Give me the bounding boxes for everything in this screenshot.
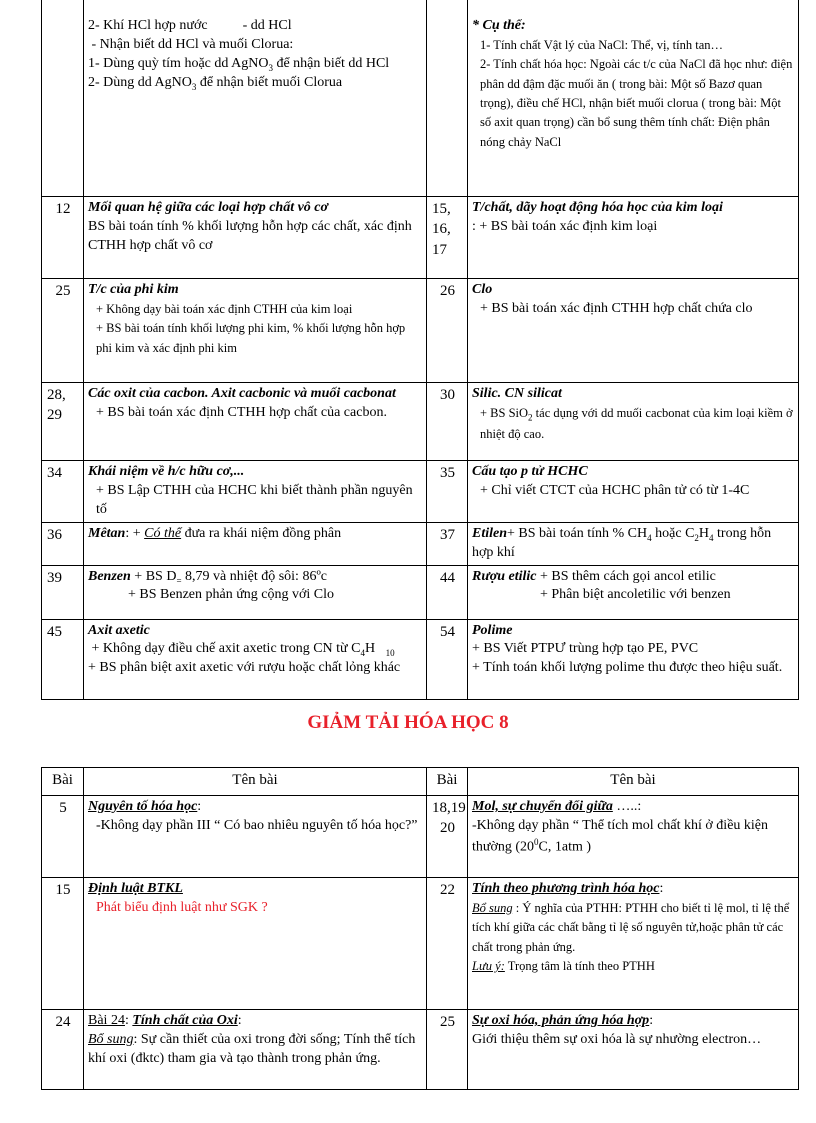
cell-right (468, 461, 799, 523)
cell-right (468, 197, 799, 279)
cell-right (468, 796, 799, 878)
table-row (42, 1010, 799, 1090)
table-row (42, 0, 799, 197)
cell-title: Axit axetic (88, 622, 150, 638)
table-row (42, 383, 799, 461)
cell-right (468, 565, 799, 619)
cell-num (42, 383, 84, 461)
text-line: 2- Khí HCl hợp nước - dd HCl (88, 18, 292, 33)
num-line: 18,19 (432, 800, 466, 816)
cell-num: 25 (427, 1010, 468, 1090)
table-lop8 (41, 767, 799, 1090)
cell-left (84, 619, 427, 699)
text-part: : (659, 881, 664, 896)
cell-num: 12 (42, 197, 84, 279)
text-part: + BS $D_=$ 8,79 và nhiệt độ sôi: 86ºc (130, 568, 328, 586)
label-luu-y: Lưu ý: (472, 959, 505, 974)
table-row (42, 522, 799, 565)
text-line: + BS bài toán xác định CTHH hợp chất chứa clo (480, 300, 753, 316)
text-line: + BS Benzen phản ứng cộng với Clo (128, 587, 335, 603)
label-bo-sung: Bổ sung (472, 900, 513, 915)
text-part: : (197, 799, 202, 814)
cell-title: Polime (472, 622, 513, 638)
text-line: + Tính toán khối lượng polime thu được theo hiệu suất. (472, 660, 783, 676)
cell-title: Rượu etilic (472, 568, 537, 584)
cell-title: * Cụ thể: (472, 18, 526, 33)
cell-title: Mêtan (88, 525, 126, 541)
text-part: Trọng tâm là tính theo PTHH (504, 959, 655, 974)
cell-left (84, 461, 427, 523)
table-row (42, 878, 799, 1010)
text-line: + BS SiO$_2$ tác dụng với dd muối cacbonat của kim loại kiềm ở nhiệt độ cao. (480, 405, 793, 442)
num-line: 29 (47, 407, 62, 424)
text-part: : Sự cần thiết của oxi trong đời sống; Tính thể tích khí oxi (đktc) tham gia và tạo thành trong phản ứng. (88, 1031, 416, 1066)
text-line: + Không dạy điều chế axit axetic trong CN từ $C_4H$ $_{10}$ (88, 641, 395, 659)
cell-title: T/c của phi kim (88, 282, 179, 297)
cell-left (84, 0, 427, 197)
cell-title: Mol, sự chuyển đổi giữa (472, 799, 613, 814)
cell-title: Silic. CN silicat (472, 386, 562, 401)
cell-num: 35 (427, 461, 468, 523)
cell-num: 30 (427, 383, 468, 461)
cell-right (468, 383, 799, 461)
cell-num: 25 (42, 279, 84, 383)
text-line: CTHH hợp chất vô cơ (88, 237, 213, 253)
cell-num: 34 (42, 461, 84, 523)
text-line: + BS bài toán xác định CTHH hợp chất của cacbon. (96, 404, 387, 420)
cell-num: 22 (427, 878, 468, 1010)
text-line: - Nhận biết dd HCl và muối Clorua: (88, 36, 294, 52)
cell-num: 39 (42, 565, 84, 619)
cell-num: 5 (42, 796, 84, 878)
cell-num: 44 (427, 565, 468, 619)
cell-num (427, 796, 468, 878)
header-ten-bai: Tên bài (468, 768, 799, 796)
num-line: 20 (440, 820, 455, 837)
cell-right (468, 619, 799, 699)
text-line: 1- Tính chất Vật lý của NaCl: Thể, vị, tính tan… (480, 37, 724, 52)
cell-title: Sự oxi hóa, phản ứng hóa hợp (472, 1013, 650, 1028)
cell-title: Các oxit của cacbon. Axit cacbonic và muối cacbonat (88, 386, 396, 401)
table-header-row (42, 768, 799, 796)
text-line: + Không dạy bài toán xác định CTHH của kim loại (96, 301, 353, 316)
text-line: + BS Lập CTHH của HCHC khi biết thành phần nguyên tố (96, 482, 413, 517)
cell-right (468, 878, 799, 1010)
cell-left (84, 383, 427, 461)
cell-left (84, 279, 427, 383)
text-part: : + (125, 525, 145, 541)
cell-title: Tính theo phương trình hóa học (472, 881, 660, 896)
cell-left: Bài 24: Tính chất của Oxi: Bổ sung: Sự cần thiết của oxi trong đời sống; Tính thể tích khí oxi (đktc) tham gia và tạo thành trong phản ứng. (84, 1010, 427, 1090)
text-line: 1- Dùng quỳ tím hoặc dd AgNO$_3$ để nhận biết dd HCl (88, 55, 390, 73)
cell-title: Clo (472, 282, 493, 297)
text-line: BS bài toán tính % khối lượng hỗn hợp các chất, xác định (88, 218, 412, 234)
cell-title: Định luật BTKL (88, 881, 183, 896)
cell-left (84, 197, 427, 279)
cell-left (84, 522, 427, 565)
table-row (42, 461, 799, 523)
text-line: + BS bài toán tính khối lượng phi kim, % khối lượng hỗn hợp phi kim và xác định phi kim (96, 321, 406, 355)
cell-title: T/chất, dãy hoạt động hóa học của kim loại (472, 200, 723, 215)
cell-right (468, 0, 799, 197)
cell-left (84, 878, 427, 1010)
text-line: -Không dạy phần III “ Có bao nhiêu nguyên tố hóa học?” (96, 817, 418, 833)
section-heading: GIẢM TẢI HÓA HỌC 8 (307, 712, 509, 733)
table-lop9 (41, 0, 799, 700)
cell-title: Mối quan hệ giữa các loại hợp chất vô cơ (88, 200, 329, 215)
text-line: + BS phân biệt axit axetic với rượu hoặc chất lỏng khác (88, 660, 401, 676)
cell-left (84, 565, 427, 619)
text-line: + Phân biệt ancoletilic với benzen (540, 587, 731, 603)
text-part: …..: (612, 799, 642, 814)
table-row (42, 796, 799, 878)
cell-title: Benzen (88, 568, 131, 584)
text-part: đưa ra khái niệm đồng phân (181, 525, 342, 541)
cell-num (427, 0, 468, 197)
text-part: + BS bài toán tính % $CH_4$ hoặc $C_2H_4$ trong hỗn hợp khí (472, 525, 772, 560)
cell-num (427, 197, 468, 279)
cell-num: 26 (427, 279, 468, 383)
bai-label: Bài 24 (88, 1013, 125, 1028)
header-ten-bai: Tên bài (84, 768, 427, 796)
text-part: + BS thêm cách gọi ancol etilic (536, 568, 716, 584)
text-line: : + BS bài toán xác định kim loại (472, 218, 658, 234)
text-line: + Chỉ viết CTCT của HCHC phân tử có từ 1-4C (480, 482, 750, 498)
text-part: : (649, 1013, 654, 1028)
cell-right (468, 1010, 799, 1090)
cell-num: 24 (42, 1010, 84, 1090)
num-line: 17 (432, 241, 447, 258)
table-row (42, 565, 799, 619)
cell-num: 36 (42, 522, 84, 565)
text-part: : Ý nghĩa của PTHH: PTHH cho biết tỉ lệ mol, tỉ lệ thể tích khí giữa các chất bằng tỉ lệ số nguyên tử,hoặc phân tử các chất trong phản ứng. (472, 900, 790, 954)
text-line: 2- Tính chất hóa học: Ngoài các t/c của NaCl đã học như: điện phân dd đậm đặc muối ăn ( trong bài: Một số Bazơ quan trọng), điều chế HCl, nhận biết muối clorua ( trong bài: Một số axit quan trọng) cần bổ sung thêm tính chất: Điện phân nóng chảy NaCl (480, 57, 793, 149)
header-bai: Bài (42, 768, 84, 796)
label-bo-sung: Bổ sung (88, 1031, 134, 1047)
text-line: Giới thiệu thêm sự oxi hóa là sự nhường electron… (472, 1031, 762, 1047)
cell-num (42, 0, 84, 197)
table-row (42, 279, 799, 383)
cell-right (468, 522, 799, 565)
cell-title: Etilen (472, 525, 508, 541)
table-row (42, 619, 799, 699)
num-line: 16, (432, 221, 451, 238)
cell-title: Tính chất của Oxi (132, 1013, 238, 1028)
header-bai: Bài (427, 768, 468, 796)
text-part: : (237, 1013, 242, 1028)
table-row (42, 197, 799, 279)
cell-num: 15 (42, 878, 84, 1010)
cell-num: 45 (42, 619, 84, 699)
cell-title: Khái niệm về h/c hữu cơ,... (88, 464, 245, 479)
text-line: -Không dạy phần “ Thể tích mol chất khí ở điều kiện thường ($20^0C$, 1atm ) (472, 817, 769, 855)
num-line: 28, (47, 387, 66, 403)
cell-title: Nguyên tố hóa học (88, 799, 198, 814)
cell-right (468, 279, 799, 383)
text-part: Có thể (144, 525, 182, 541)
cell-left (84, 796, 427, 878)
cell-num: 54 (427, 619, 468, 699)
num-line: 15, (432, 201, 451, 217)
red-note: Phát biểu định luật như SGK ? (96, 899, 268, 915)
cell-title: Cấu tạo p tử HCHC (472, 464, 588, 479)
text-line: 2- Dùng dd AgNO$_3$ để nhận biết muối Clorua (88, 74, 343, 92)
text-line: + BS Viết PTPƯ trùng hợp tạo PE, PVC (472, 641, 699, 657)
cell-num: 37 (427, 522, 468, 565)
